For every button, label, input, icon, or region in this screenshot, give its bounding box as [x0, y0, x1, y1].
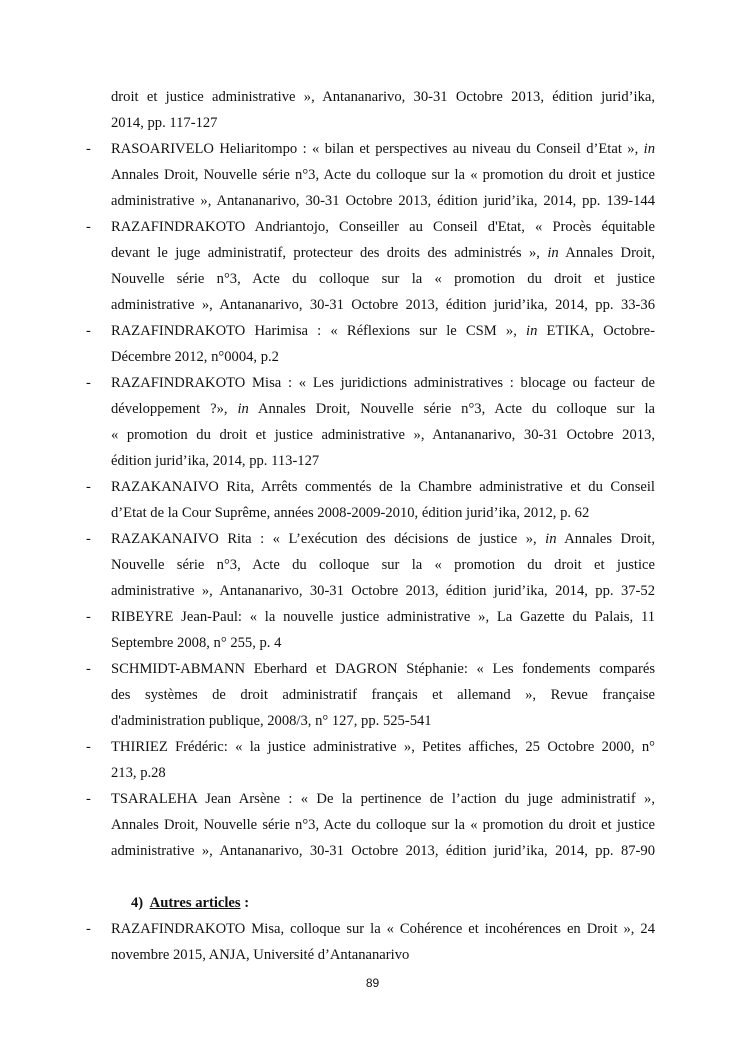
entry-line: Nouvelle série n°3, Acte du colloque sur la « promotion du droit et justice — [111, 557, 655, 573]
entry-line: Annales Droit, Nouvelle série n°3, Acte du colloque sur la « promotion du droit et justice — [111, 167, 655, 183]
list-bullet: - — [86, 921, 91, 937]
bibliography-entry — [0, 656, 745, 734]
entry-line: RAZAKANAIVO Rita : « L’exécution des décisions de justice », in Annales Droit, — [111, 531, 655, 547]
entry-line: administrative », Antananarivo, 30-31 Octobre 2013, édition jurid’ika, 2014, pp. 33-36 — [111, 297, 655, 313]
entry-line: devant le juge administratif, protecteur des droits des administrés », in Annales Droit, — [111, 245, 655, 261]
section-suffix: : — [240, 895, 250, 911]
list-bullet: - — [86, 375, 91, 391]
entry-line: 2014, pp. 117-127 — [111, 115, 218, 131]
page-number: 89 — [365, 976, 380, 990]
entry-line: Nouvelle série n°3, Acte du colloque sur la « promotion du droit et justice — [111, 271, 655, 287]
list-bullet: - — [86, 531, 91, 547]
entry-line: d'administration publique, 2008/3, n° 127, pp. 525-541 — [111, 713, 432, 729]
bibliography-list — [0, 84, 745, 968]
entry-line: THIRIEZ Frédéric: « la justice administrative », Petites affiches, 25 Octobre 2000, n° — [111, 739, 655, 755]
list-bullet: - — [86, 219, 91, 235]
list-bullet: - — [86, 739, 91, 755]
list-bullet: - — [86, 323, 91, 339]
list-bullet: - — [86, 141, 91, 157]
entry-line: Décembre 2012, n°0004, p.2 — [111, 349, 279, 365]
list-bullet: - — [86, 609, 91, 625]
entry-line: des systèmes de droit administratif français et allemand », Revue française — [111, 687, 655, 703]
bibliography-entry — [0, 84, 745, 136]
bibliography-entry — [0, 604, 745, 656]
article-list — [0, 84, 745, 864]
list-bullet: - — [86, 791, 91, 807]
section-heading — [131, 890, 745, 916]
entry-line: RAZAFINDRAKOTO Harimisa : « Réflexions sur le CSM », in ETIKA, Octobre- — [111, 323, 655, 339]
entry-line: administrative », Antananarivo, 30-31 Octobre 2013, édition jurid’ika, 2014, pp. 37-52 — [111, 583, 655, 599]
list-bullet: - — [86, 661, 91, 677]
bibliography-entry — [0, 474, 745, 526]
entry-line: Septembre 2008, n° 255, p. 4 — [111, 635, 282, 651]
bibliography-entry — [0, 318, 745, 370]
section-number: 4) — [131, 895, 144, 911]
entry-line: RASOARIVELO Heliaritompo : « bilan et perspectives au niveau du Conseil d’Etat », in — [111, 141, 655, 157]
entry-line: RIBEYRE Jean-Paul: « la nouvelle justice administrative », La Gazette du Palais, 11 — [111, 609, 655, 625]
bibliography-entry — [0, 734, 745, 786]
entry-line: RAZAKANAIVO Rita, Arrêts commentés de la Chambre administrative et du Conseil — [111, 479, 655, 495]
entry-line: 213, p.28 — [111, 765, 166, 781]
entry-line: droit et justice administrative », Antananarivo, 30-31 Octobre 2013, édition jurid’ika, — [111, 89, 655, 105]
entry-line: développement ?», in Annales Droit, Nouvelle série n°3, Acte du colloque sur la — [111, 401, 656, 417]
entry-line: TSARALEHA Jean Arsène : « De la pertinence de l’action du juge administratif », — [111, 791, 655, 807]
entry-line: administrative », Antananarivo, 30-31 Octobre 2013, édition jurid’ika, 2014, pp. 87-90 — [111, 843, 655, 859]
entry-line: RAZAFINDRAKOTO Andriantojo, Conseiller au Conseil d'Etat, « Procès équitable — [111, 219, 655, 235]
entry-line: administrative », Antananarivo, 30-31 Octobre 2013, édition jurid’ika, 2014, pp. 139-144 — [111, 193, 655, 209]
entry-line: « promotion du droit et justice administrative », Antananarivo, 30-31 Octobre 2013, — [111, 427, 655, 443]
bibliography-entry — [0, 786, 745, 864]
bibliography-entry — [0, 136, 745, 214]
bibliography-entry — [0, 370, 745, 474]
entry-line: RAZAFINDRAKOTO Misa, colloque sur la « Cohérence et incohérences en Droit », 24 — [111, 921, 655, 937]
entry-line: RAZAFINDRAKOTO Misa : « Les juridictions administratives : blocage ou facteur de — [111, 375, 655, 391]
spacer — [0, 864, 745, 890]
section-title: Autres articles — [149, 895, 241, 911]
entry-line: d’Etat de la Cour Suprême, années 2008-2009-2010, édition jurid’ika, 2012, p. 62 — [111, 505, 590, 521]
other-article-list — [0, 916, 745, 968]
bibliography-entry — [0, 916, 745, 968]
list-bullet: - — [86, 479, 91, 495]
bibliography-entry — [0, 526, 745, 604]
entry-line: édition jurid’ika, 2014, pp. 113-127 — [111, 453, 320, 469]
entry-line: SCHMIDT-ABMANN Eberhard et DAGRON Stéphanie: « Les fondements comparés — [111, 661, 655, 677]
entry-line: Annales Droit, Nouvelle série n°3, Acte du colloque sur la « promotion du droit et justice — [111, 817, 655, 833]
bibliography-entry — [0, 214, 745, 318]
entry-line: novembre 2015, ANJA, Université d’Antananarivo — [111, 947, 410, 963]
